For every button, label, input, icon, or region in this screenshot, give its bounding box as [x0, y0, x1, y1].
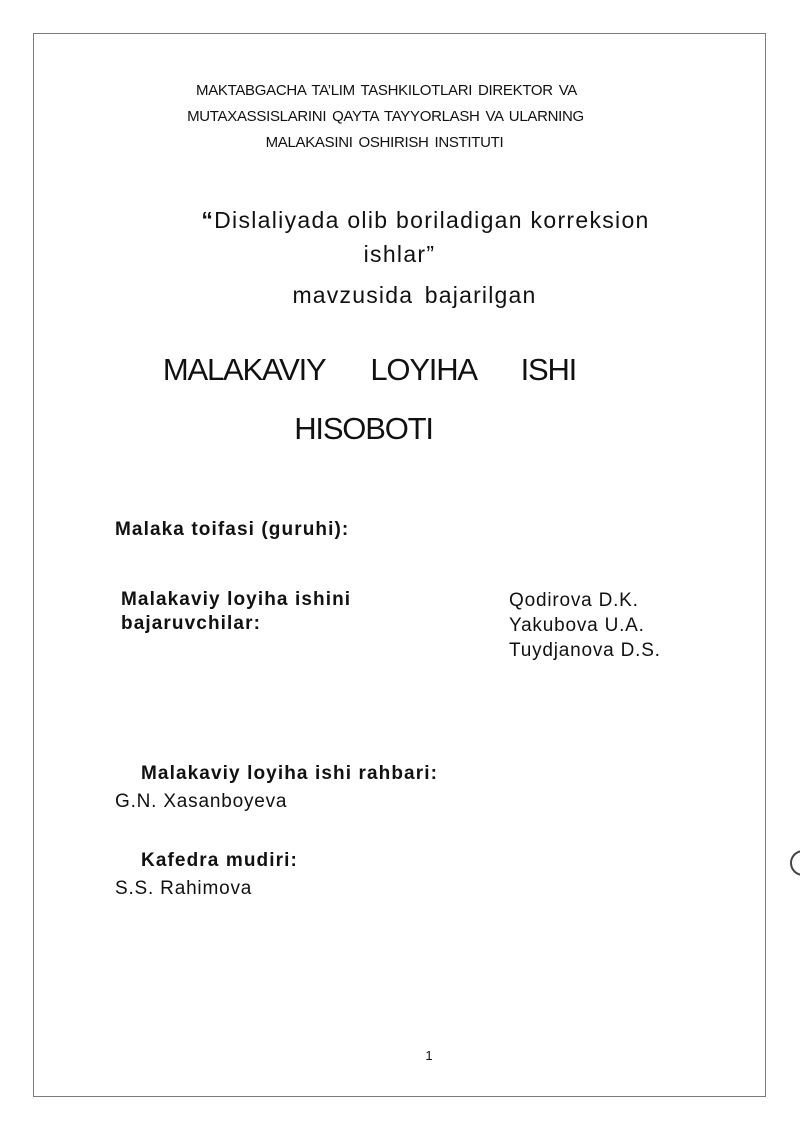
- theme-open-quote: “: [201, 207, 215, 233]
- theme-text-line-1: Dislaliyada olib boriladigan korreksion: [214, 207, 650, 233]
- category-label: Malaka toifasi (guruhi):: [115, 519, 350, 540]
- document-title: MALAKAVIY LOYIHA ISHI: [162, 352, 577, 387]
- institution-line-3: MALAKASINI OSHIRISH INSTITUTI: [265, 134, 504, 151]
- performers-list: [509, 588, 661, 663]
- supervisor-label: Malakaviy loyiha ishi rahbari:: [141, 763, 438, 784]
- performers-label-line-2: bajaruvchilar:: [121, 613, 262, 634]
- supervisor-name: G.N. Xasanboyeva: [115, 791, 288, 812]
- institution-header: [33, 78, 766, 156]
- theme-line-2: [33, 237, 766, 271]
- department-head-name: S.S. Rahimova: [115, 878, 253, 899]
- page-number: 1: [425, 1048, 433, 1063]
- theme-line-1: [85, 203, 766, 237]
- page-border: [33, 33, 766, 1097]
- performer-name: Tuydjanova D.S.: [509, 640, 661, 661]
- performers-label-line-1: Malakaviy loyiha ishini: [121, 589, 352, 610]
- department-head-label: Kafedra mudiri:: [141, 850, 298, 871]
- document-title-line-2: HISOBOTI: [294, 411, 433, 446]
- subtitle: mavzusida bajarilgan: [292, 282, 537, 308]
- theme-close-quote: ”: [426, 241, 436, 267]
- institution-line-1: MAKTABGACHA TA’LIM TASHKILOTLARI DIREKTOR VA: [196, 82, 577, 99]
- performer-name: Qodirova D.K.: [509, 590, 639, 611]
- project-theme: [33, 203, 766, 271]
- institution-line-2: MUTAXASSISLARINI QAYTA TAYYORLASH VA ULARNING: [187, 108, 584, 125]
- performers-label: [121, 588, 351, 636]
- theme-text-line-2: ishlar: [363, 241, 427, 267]
- edge-bracket-mark: [790, 850, 800, 876]
- performer-name: Yakubova U.A.: [509, 615, 645, 636]
